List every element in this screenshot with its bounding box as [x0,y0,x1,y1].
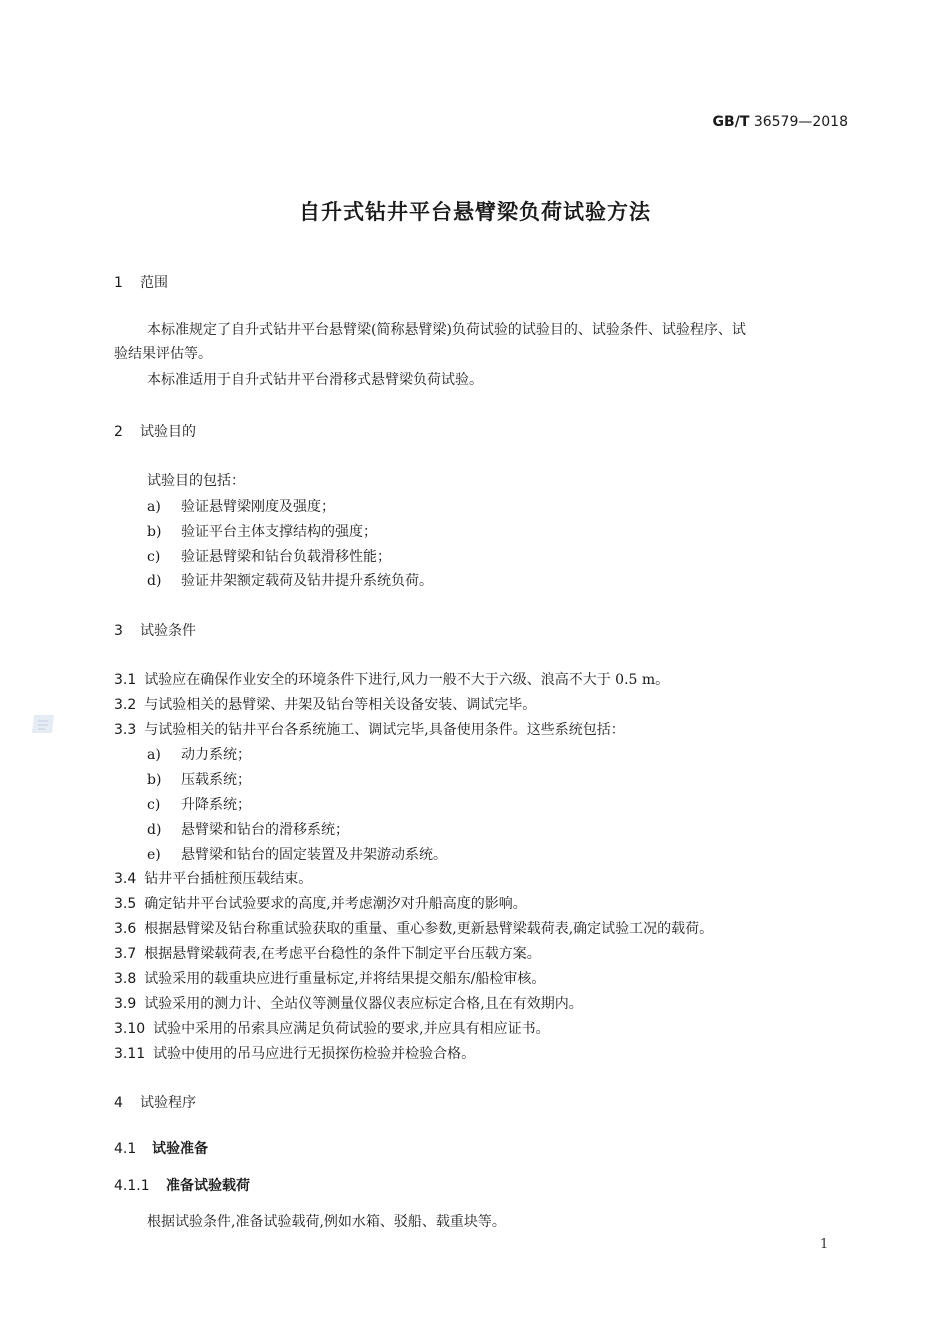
section-title: 试验程序 [140,1095,196,1111]
section-title: 范围 [140,275,168,291]
subsection-number: 4.1.1 [114,1178,150,1194]
section-2-heading [114,421,196,441]
section-1-paragraph-1-line-2: 验结果评估等。 [114,346,212,362]
clause-3-2: 3.2 与试验相关的悬臂梁、井架及钻台等相关设备安装、调试完毕。 [114,697,537,713]
clause-3-8: 3.8 试验采用的载重块应进行重量标定,并将结果提交船东/船检审核。 [114,971,546,987]
subsection-title: 准备试验载荷 [166,1178,250,1194]
section-4-heading [114,1092,196,1112]
list-item: d) 悬臂梁和钻台的滑移系统； [147,822,349,838]
watermark-icon [30,713,56,735]
section-number: 3 [114,623,123,639]
subsection-title: 试验准备 [152,1141,208,1157]
clause-3-9: 3.9 试验采用的测力计、全站仪等测量仪器仪表应标定合格,且在有效期内。 [114,996,583,1012]
section-1-paragraph-2: 本标准适用于自升式钻井平台滑移式悬臂梁负荷试验。 [147,372,483,388]
list-item: b) 压载系统； [147,772,251,788]
section-number: 1 [114,275,123,291]
list-item: d) 验证井架额定载荷及钻井提升系统负荷。 [147,573,433,589]
list-item: e) 悬臂梁和钻台的固定装置及井架游动系统。 [147,847,447,863]
section-1-paragraph-1-line-1: 本标准规定了自升式钻井平台悬臂梁(简称悬臂梁)负荷试验的试验目的、试验条件、试验程序、试 [147,322,746,338]
clause-3-10: 3.10 试验中采用的吊索具应满足负荷试验的要求,并应具有相应证书。 [114,1021,550,1037]
section-1-heading [114,272,168,292]
subsection-4-1-heading [114,1138,208,1158]
section-title: 试验目的 [140,424,196,440]
standard-code [713,114,848,130]
list-item: c) 验证悬臂梁和钻台负载滑移性能； [147,549,391,565]
standard-number: 36579—2018 [753,114,848,130]
clause-3-11: 3.11 试验中使用的吊马应进行无损探伤检验并检验合格。 [114,1046,476,1062]
document-title: 自升式钻井平台悬臂梁负荷试验方法 [299,200,651,224]
page-number: 1 [820,1237,829,1252]
section-number: 4 [114,1095,123,1111]
section-4-paragraph: 根据试验条件,准备试验载荷,例如水箱、驳船、载重块等。 [147,1214,506,1230]
clause-3-7: 3.7 根据悬臂梁载荷表,在考虑平台稳性的条件下制定平台压载方案。 [114,946,541,962]
clause-3-6: 3.6 根据悬臂梁及钻台称重试验获取的重量、重心参数,更新悬臂梁载荷表,确定试验工况的载荷。 [114,921,714,937]
list-item: a) 验证悬臂梁刚度及强度； [147,499,335,515]
section-number: 2 [114,424,123,440]
subsection-number: 4.1 [114,1141,137,1157]
subsection-4-1-1-heading [114,1175,250,1195]
standard-prefix: GB/T [712,114,750,130]
clause-3-5: 3.5 确定钻井平台试验要求的高度,并考虑潮汐对升船高度的影响。 [114,896,527,912]
clause-3-3: 3.3 与试验相关的钻井平台各系统施工、调试完毕,具备使用条件。这些系统包括： [114,722,625,738]
list-item: b) 验证平台主体支撑结构的强度； [147,524,377,540]
clause-3-4: 3.4 钻井平台插桩预压载结束。 [114,871,313,887]
section-2-intro: 试验目的包括： [147,473,245,489]
section-3-heading [114,620,196,640]
list-item: c) 升降系统； [147,797,251,813]
clause-3-1: 3.1 试验应在确保作业安全的环境条件下进行,风力一般不大于六级、浪高不大于 0.5 m。 [114,672,670,688]
list-item: a) 动力系统； [147,747,251,763]
section-title: 试验条件 [140,623,196,639]
